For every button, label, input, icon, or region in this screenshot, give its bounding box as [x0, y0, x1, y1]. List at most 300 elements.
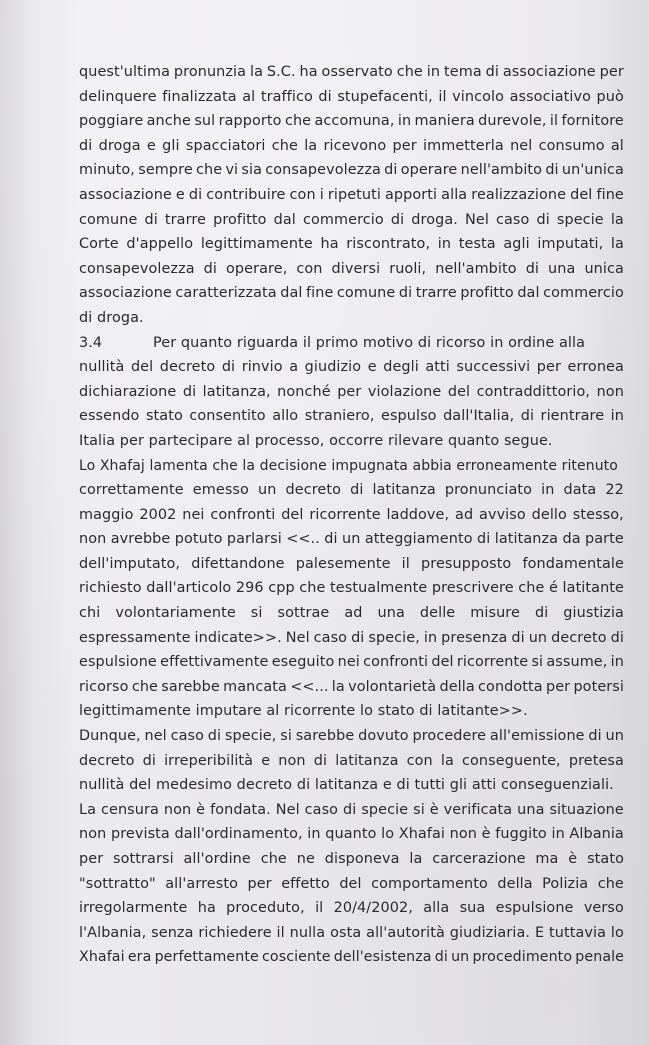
word: d'appello	[126, 236, 194, 253]
word: un'unica	[561, 162, 624, 179]
word: cosciente	[262, 949, 331, 966]
word: della	[497, 875, 533, 892]
word: latitanza	[335, 752, 399, 769]
word: latitanza	[494, 531, 559, 548]
word: confronti	[210, 506, 276, 523]
text-line-32	[79, 822, 624, 847]
word: straniero,	[304, 408, 375, 425]
word: di	[398, 285, 413, 302]
word: prescrivere	[431, 580, 514, 597]
word: sia	[241, 162, 263, 179]
word: 2002	[139, 506, 177, 523]
word: cpp	[268, 580, 295, 597]
word: é	[549, 580, 558, 597]
word: chi	[79, 605, 101, 622]
word: di	[350, 482, 364, 499]
word: per	[536, 359, 561, 376]
word: che	[597, 875, 624, 892]
word: in	[610, 408, 624, 425]
word: in	[610, 654, 624, 671]
word: poggiare	[79, 113, 144, 130]
word: e	[175, 186, 185, 203]
word: immetterla	[423, 137, 504, 154]
word: la	[304, 137, 318, 154]
word: si	[413, 801, 425, 818]
word: situazione	[549, 801, 624, 818]
word: specie,	[368, 629, 420, 646]
text-line-20	[79, 527, 624, 552]
word: erronea	[567, 359, 624, 376]
word: Dunque,	[79, 728, 141, 745]
word: ha	[197, 900, 216, 917]
word: irreperibilità	[164, 752, 254, 769]
word: latitanza,	[202, 383, 271, 400]
word: con	[406, 752, 433, 769]
text-line-25	[79, 650, 624, 675]
word: quanto	[325, 826, 377, 843]
word: Nel	[465, 211, 489, 228]
word: irregolarmente	[79, 900, 188, 917]
word: anche	[146, 113, 191, 130]
word: finalizzata	[162, 88, 237, 105]
word: la	[331, 678, 345, 695]
word: all'autorità	[366, 924, 445, 941]
word: Nel	[285, 629, 310, 646]
word: di	[534, 605, 549, 622]
word: con	[296, 260, 323, 277]
word: che	[196, 162, 223, 179]
word: che	[396, 64, 423, 80]
word: Xhafai	[79, 949, 125, 966]
word: vi	[225, 162, 239, 179]
word: dovuto	[358, 728, 409, 745]
word: di	[610, 629, 624, 646]
word: dichiarazione	[79, 383, 177, 400]
word: al	[610, 137, 624, 154]
word: espulsione	[79, 654, 157, 671]
text-line-7	[79, 208, 624, 233]
word: penale	[575, 949, 624, 966]
word: ha	[299, 64, 318, 80]
text-line-22	[79, 576, 624, 601]
word: gli	[162, 137, 180, 154]
word: 296	[235, 580, 264, 597]
word: sarebbe	[161, 678, 220, 695]
word: di	[485, 64, 499, 80]
word: profitto	[213, 211, 267, 228]
word: rientrare	[540, 408, 605, 425]
word: nullità	[79, 359, 125, 376]
word: un	[605, 728, 624, 745]
word: specie	[361, 801, 409, 818]
word: comune	[79, 211, 138, 228]
word: decreto	[551, 629, 607, 646]
word: indicate>>.	[194, 629, 282, 646]
word: trarre	[415, 285, 457, 302]
text-line-27: legittimamente imputare al ricorrente lo stato di latitante>>.	[79, 703, 528, 720]
word: nonché	[277, 383, 331, 400]
word: Xhafai	[398, 826, 446, 843]
word: caso	[313, 629, 348, 646]
text-line-8	[79, 232, 624, 257]
word: di	[324, 531, 338, 548]
word: all'ordine	[183, 851, 251, 867]
text-line-9	[79, 257, 624, 282]
word: decreto	[285, 482, 342, 499]
word: di	[588, 728, 602, 745]
word: ripetuti	[327, 186, 381, 203]
word: atteggiamento	[364, 531, 473, 548]
word: potuto	[174, 531, 223, 548]
word: osta	[330, 924, 362, 941]
text-line-16: Italia per partecipare al processo, occorre rilevare quanto segue.	[79, 432, 553, 449]
word: può	[596, 88, 624, 105]
word: di	[221, 359, 236, 376]
word: degli	[383, 359, 419, 376]
word: di	[144, 211, 158, 228]
word: dal	[273, 211, 296, 228]
word: fine	[596, 186, 624, 203]
word: censura	[100, 801, 159, 818]
word: si	[531, 654, 544, 671]
word: consapevolezza	[79, 260, 195, 277]
text-line-6	[79, 183, 624, 208]
word: un	[342, 531, 361, 548]
word: data	[563, 482, 597, 499]
word: è	[568, 851, 578, 867]
word: fuggito	[495, 826, 547, 843]
word: associazione	[79, 186, 172, 203]
word: fondamentale	[522, 555, 624, 572]
word: apporti	[384, 186, 438, 203]
text-line-1	[79, 60, 624, 85]
word: decreto	[159, 359, 216, 376]
word: il	[315, 900, 324, 917]
word: di	[384, 162, 398, 179]
word: misure	[470, 605, 520, 622]
word: specie	[556, 211, 604, 228]
word: giudizio	[304, 359, 362, 376]
word: nel	[510, 137, 533, 154]
word: non	[596, 383, 624, 400]
word: operare,	[226, 260, 288, 277]
word: una	[517, 801, 545, 818]
word: sul	[194, 113, 216, 130]
word: giudiziaria.	[449, 924, 531, 941]
word: verificata	[443, 801, 513, 818]
word: ma	[535, 851, 559, 867]
word: commercio	[302, 211, 384, 228]
word: nell'ambito	[435, 260, 517, 277]
word: caso	[304, 801, 339, 818]
word: latitanza	[372, 482, 436, 499]
word: testa	[458, 236, 496, 253]
word: di	[318, 88, 332, 105]
word: giustizia	[563, 605, 624, 622]
word: perfettamente	[154, 949, 259, 966]
word: sottrae	[277, 605, 330, 622]
word: ricevono	[323, 137, 387, 154]
word: eseguito	[271, 654, 335, 671]
word: presenza	[441, 629, 508, 646]
text-line-2	[79, 85, 624, 110]
word: del	[130, 359, 154, 376]
word: un	[451, 949, 470, 966]
word: l'Albania,	[79, 924, 147, 941]
word: alla	[423, 900, 450, 917]
word: che	[518, 580, 545, 597]
word: in	[423, 629, 438, 646]
word: pronunzia	[173, 64, 247, 80]
word: associativo	[509, 88, 591, 105]
word: essendo	[79, 408, 140, 425]
word: al	[242, 88, 256, 105]
word: latitante	[562, 580, 624, 597]
word: traffico	[260, 88, 313, 105]
word: richiesto	[79, 580, 142, 597]
word: volontarietà	[348, 678, 437, 695]
word: in	[437, 236, 452, 253]
word: per	[247, 875, 272, 892]
word: effettivamente	[160, 654, 269, 671]
word: un	[528, 629, 548, 646]
word: condotta	[478, 678, 543, 695]
word: "sottratto"	[79, 875, 156, 892]
word: nei	[182, 506, 205, 523]
word: di	[207, 728, 222, 745]
text-line-31	[79, 798, 624, 823]
word: di	[142, 752, 156, 769]
word: il	[438, 88, 447, 105]
text-line-3	[79, 109, 624, 134]
word: E	[534, 924, 545, 941]
word: dal	[280, 285, 303, 302]
text-line-33	[79, 847, 624, 872]
word: di	[520, 408, 535, 425]
word: di	[343, 801, 357, 818]
text-line-14	[79, 380, 624, 405]
word: Corte	[79, 236, 119, 253]
word: parlarsi	[226, 531, 282, 548]
word: violazione	[367, 383, 442, 400]
word: che	[284, 113, 312, 130]
word: fondata.	[210, 801, 271, 818]
word: per	[392, 137, 417, 154]
word: nei	[337, 654, 360, 671]
word: realizzazione	[471, 186, 567, 203]
word: profitto	[460, 285, 514, 302]
word: all'emissione	[489, 728, 585, 745]
word: trarre	[164, 211, 207, 228]
word: vincolo	[452, 88, 505, 105]
word: una	[377, 605, 405, 622]
word: da	[562, 531, 581, 548]
word: di	[434, 949, 448, 966]
word: droga	[98, 137, 141, 154]
word: di	[511, 629, 525, 646]
word: dello	[531, 506, 567, 523]
word: tuttavia	[549, 924, 607, 941]
word: in	[541, 482, 555, 499]
word: delinquere	[79, 88, 157, 105]
word: riscontrato,	[346, 236, 431, 253]
word: del	[431, 654, 454, 671]
word: del	[447, 383, 471, 400]
word: per	[79, 851, 104, 867]
text-line-18	[79, 478, 624, 503]
word: contribuire	[206, 186, 286, 203]
text-line-37	[79, 945, 624, 970]
word: quest'ultima	[79, 64, 171, 80]
word: droga.	[411, 211, 458, 228]
word: in	[426, 64, 441, 80]
word: presupposto	[421, 555, 512, 572]
word: <<...	[290, 678, 329, 695]
word: accomuna,	[314, 113, 395, 130]
word: il	[549, 113, 559, 130]
word: dall'articolo	[146, 580, 232, 597]
word: osservato	[321, 64, 393, 80]
section-heading-line: 3.4 Per quanto riguarda il primo motivo di ricorso in ordine alla	[79, 331, 624, 356]
word: del	[281, 506, 304, 523]
word: che	[299, 580, 326, 597]
word: volontariamente	[115, 605, 236, 622]
text-line-10	[79, 281, 624, 306]
word: caso	[170, 728, 204, 745]
word: conseguente,	[462, 752, 561, 769]
word: maniera	[414, 113, 475, 130]
word: non	[449, 826, 478, 843]
word: imputati,	[537, 236, 604, 253]
word: di	[203, 260, 217, 277]
word: dell'imputato,	[79, 555, 181, 572]
word: pronunciato	[444, 482, 533, 499]
word: si	[250, 605, 263, 622]
word: la	[440, 752, 454, 769]
word: di	[351, 629, 365, 646]
word: comportamento	[371, 875, 488, 892]
word: ne	[296, 851, 315, 867]
word: in	[397, 113, 412, 130]
word: non	[79, 826, 107, 843]
text-line-15	[79, 404, 624, 429]
word: del	[570, 186, 593, 203]
word: rinvio	[241, 359, 283, 376]
word: pretesa	[568, 752, 624, 769]
word: allo	[272, 408, 299, 425]
word: di	[536, 211, 550, 228]
word: palesemente	[295, 555, 391, 572]
word: di	[313, 752, 328, 769]
word: per	[599, 64, 624, 80]
word: stesso,	[572, 506, 624, 523]
word: lo	[610, 924, 624, 941]
word: unica	[584, 260, 624, 277]
word: disponeva	[324, 851, 400, 867]
word: il	[276, 924, 285, 941]
word: Nel	[275, 801, 300, 818]
word: consentito	[189, 408, 266, 425]
text-line-24	[79, 626, 624, 651]
word: legittimamente	[200, 236, 313, 253]
word: e	[367, 359, 377, 376]
word: caratterizzata	[175, 285, 277, 302]
word: stato	[587, 851, 624, 867]
word: carcerazione	[432, 851, 526, 867]
word: lo	[381, 826, 395, 843]
word: tema	[444, 64, 482, 80]
word: <<..	[286, 531, 320, 548]
word: associazione	[502, 64, 596, 80]
word: associazione	[79, 285, 172, 302]
word: sarebbe	[295, 728, 355, 745]
word: minuto,	[79, 162, 135, 179]
word: all'arresto	[165, 875, 238, 892]
word: correttamente	[79, 482, 184, 499]
text-line-5	[79, 158, 624, 183]
text-line-21	[79, 552, 624, 577]
word: una	[548, 260, 576, 277]
text-line-19	[79, 503, 624, 528]
word: delle	[419, 605, 456, 622]
word: procedere	[412, 728, 487, 745]
word: spacciatori	[185, 137, 266, 154]
word: alla	[441, 186, 468, 203]
word: la	[409, 851, 423, 867]
word: avviso	[479, 506, 526, 523]
word: della	[439, 678, 475, 695]
word: di	[188, 186, 203, 203]
word: del	[339, 875, 362, 892]
word: per	[545, 678, 571, 695]
text-line-23	[79, 601, 624, 626]
word: senza	[151, 924, 194, 941]
word: dall'ordinamento,	[174, 826, 303, 843]
text-line-28	[79, 724, 624, 749]
word: in	[307, 826, 321, 843]
word: espulso	[380, 408, 437, 425]
word: potersi	[573, 678, 624, 695]
word: confronti	[363, 654, 429, 671]
word: di	[545, 162, 559, 179]
word: di	[525, 260, 540, 277]
word: e	[261, 752, 271, 769]
word: ad	[455, 506, 474, 523]
word: sottrarsi	[113, 851, 174, 867]
word: che	[260, 851, 287, 867]
word: operare	[400, 162, 458, 179]
text-line-26	[79, 675, 624, 700]
word: non	[278, 752, 306, 769]
word: avrebbe	[110, 531, 171, 548]
word: con	[289, 186, 316, 203]
word: Albania	[569, 826, 624, 843]
word: La	[79, 801, 97, 818]
word: di	[477, 531, 491, 548]
word: il	[401, 555, 410, 572]
text-line-11: di droga.	[79, 309, 144, 326]
word: per	[337, 383, 362, 400]
word: di	[182, 383, 197, 400]
word: 20/4/2002,	[333, 900, 413, 917]
word: di	[79, 137, 93, 154]
word: 22	[605, 482, 624, 499]
word: non	[163, 801, 192, 818]
word: che	[131, 678, 158, 695]
word: effetto	[281, 875, 330, 892]
word: richiedere	[198, 924, 272, 941]
word: S.C.	[266, 64, 296, 80]
